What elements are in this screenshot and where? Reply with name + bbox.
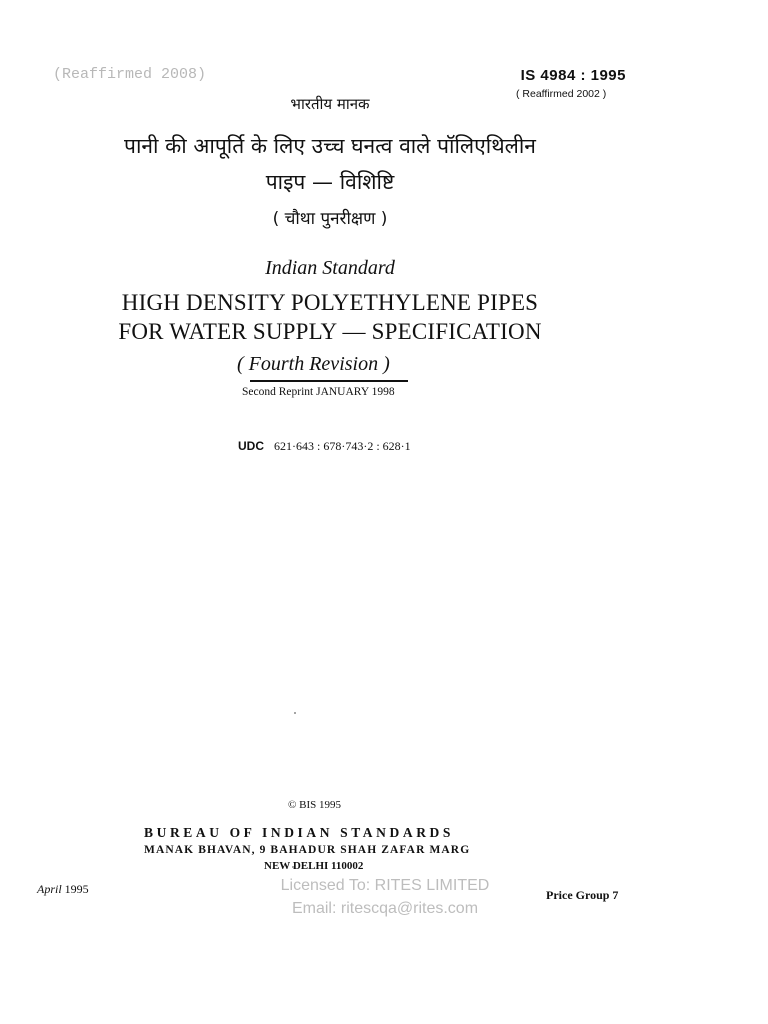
publication-date (37, 882, 89, 897)
watermark-email: Email: ritescqa@rites.com (291, 900, 479, 917)
publication-year: 1995 (64, 882, 89, 896)
publisher-address-line1: MANAK BHAVAN, 9 BAHADUR SHAH ZAFAR MARG (144, 844, 471, 856)
hindi-standard-label: भारतीय मानक (290, 95, 370, 113)
price-group: Price Group 7 (546, 888, 619, 902)
hindi-revision: ( चौथा पुनरीक्षण ) (272, 209, 388, 229)
udc-value: 621·643 : 678·743·2 : 628·1 (274, 439, 411, 453)
watermark-license: Licensed To: RITES LIMITED (280, 877, 490, 894)
udc-line (238, 439, 411, 454)
udc-label: UDC (238, 439, 264, 453)
title-line1: HIGH DENSITY POLYETHYLENE PIPES (121, 290, 539, 315)
revision-label: ( Fourth Revision ) (237, 353, 390, 375)
title-line2: FOR WATER SUPPLY — SPECIFICATION (118, 319, 542, 344)
reprint-note: Second Reprint JANUARY 1998 (242, 386, 395, 398)
copyright: © BIS 1995 (288, 799, 341, 811)
revision-underline (250, 380, 408, 382)
hindi-title-line2: पाइप — विशिष्टि (265, 170, 395, 194)
publisher-name: BUREAU OF INDIAN STANDARDS (144, 825, 454, 840)
publication-month: April (37, 882, 62, 896)
scan-speck (294, 712, 296, 714)
reaffirmed-stamp: (Reaffirmed 2008) (53, 66, 207, 83)
publisher-address-line2: NEW DELHI 110002 (264, 860, 364, 872)
indian-standard-label: Indian Standard (265, 257, 395, 279)
license-watermark (250, 874, 520, 920)
hindi-title-line1: पानी की आपूर्ति के लिए उच्च घनत्व वाले पॉलिएथिलीन (124, 134, 536, 158)
standard-number: IS 4984 : 1995 (520, 67, 626, 84)
reaffirmed-note: ( Reaffirmed 2002 ) (516, 88, 607, 100)
